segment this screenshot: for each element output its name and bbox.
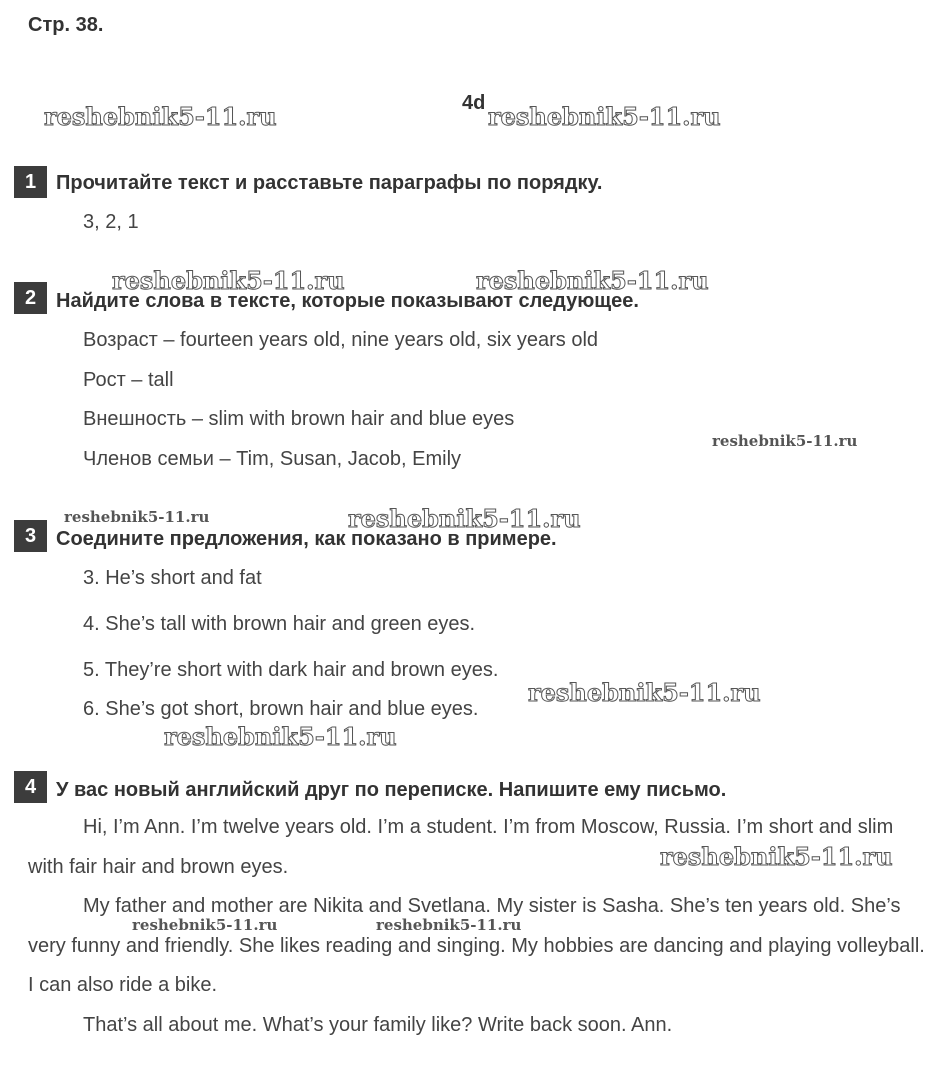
- task-number: 2: [14, 282, 47, 314]
- letter-paragraph: My father and mother are Nikita and Svetlana. My sister is Sasha. She’s ten years old. She’s very funny and friendly. She likes reading and singing. My hobbies are dancing and playing volleyball. I can also ride a bike.: [28, 895, 925, 996]
- answer-line: 6. She’s got short, brown hair and blue eyes.: [83, 698, 479, 720]
- page-number: Стр. 38.: [28, 14, 104, 36]
- task-number: 4: [14, 771, 47, 803]
- watermark: reshebnik5-11.ru: [348, 504, 581, 533]
- answer-line: Членов семьи – Tim, Susan, Jacob, Emily: [83, 448, 462, 470]
- watermark: reshebnik5-11.ru: [488, 102, 721, 131]
- watermark: reshebnik5-11.ru: [376, 916, 522, 934]
- watermark: reshebnik5-11.ru: [660, 842, 893, 871]
- watermark: reshebnik5-11.ru: [112, 266, 345, 295]
- answer-line: 3. He’s short and fat: [83, 567, 262, 589]
- task-number: 1: [14, 166, 47, 198]
- watermark: reshebnik5-11.ru: [44, 102, 277, 131]
- answer-line: Рост – tall: [83, 369, 174, 391]
- watermark: reshebnik5-11.ru: [476, 266, 709, 295]
- answer-line: 4. She’s tall with brown hair and green eyes.: [83, 613, 476, 635]
- task-title: Прочитайте текст и расставьте параграфы по порядку.: [56, 172, 603, 194]
- watermark: reshebnik5-11.ru: [132, 916, 278, 934]
- watermark: reshebnik5-11.ru: [712, 432, 858, 450]
- letter-paragraph: Hi, I’m Ann. I’m twelve years old. I’m a student. I’m from Moscow, Russia. I’m short and slim with fair hair and brown eyes.: [28, 816, 894, 878]
- answer-line: Внешность – slim with brown hair and blue eyes: [83, 408, 515, 430]
- task-title: Соедините предложения, как показано в примере.: [56, 528, 557, 550]
- answer-line: Возраст – fourteen years old, nine years old, six years old: [83, 329, 599, 351]
- watermark: reshebnik5-11.ru: [164, 722, 397, 751]
- answer-line: 3, 2, 1: [83, 211, 139, 233]
- task-title: У вас новый английский друг по переписке. Напишите ему письмо.: [56, 779, 727, 801]
- task-title: Найдите слова в тексте, которые показывают следующее.: [56, 290, 639, 312]
- watermark: reshebnik5-11.ru: [64, 508, 210, 526]
- letter-paragraph: That’s all about me. What’s your family like? Write back soon. Ann.: [83, 1014, 673, 1036]
- section-label: 4d: [462, 92, 486, 114]
- watermark: reshebnik5-11.ru: [528, 678, 761, 707]
- answer-line: 5. They’re short with dark hair and brown eyes.: [83, 659, 499, 681]
- task-number: 3: [14, 520, 47, 552]
